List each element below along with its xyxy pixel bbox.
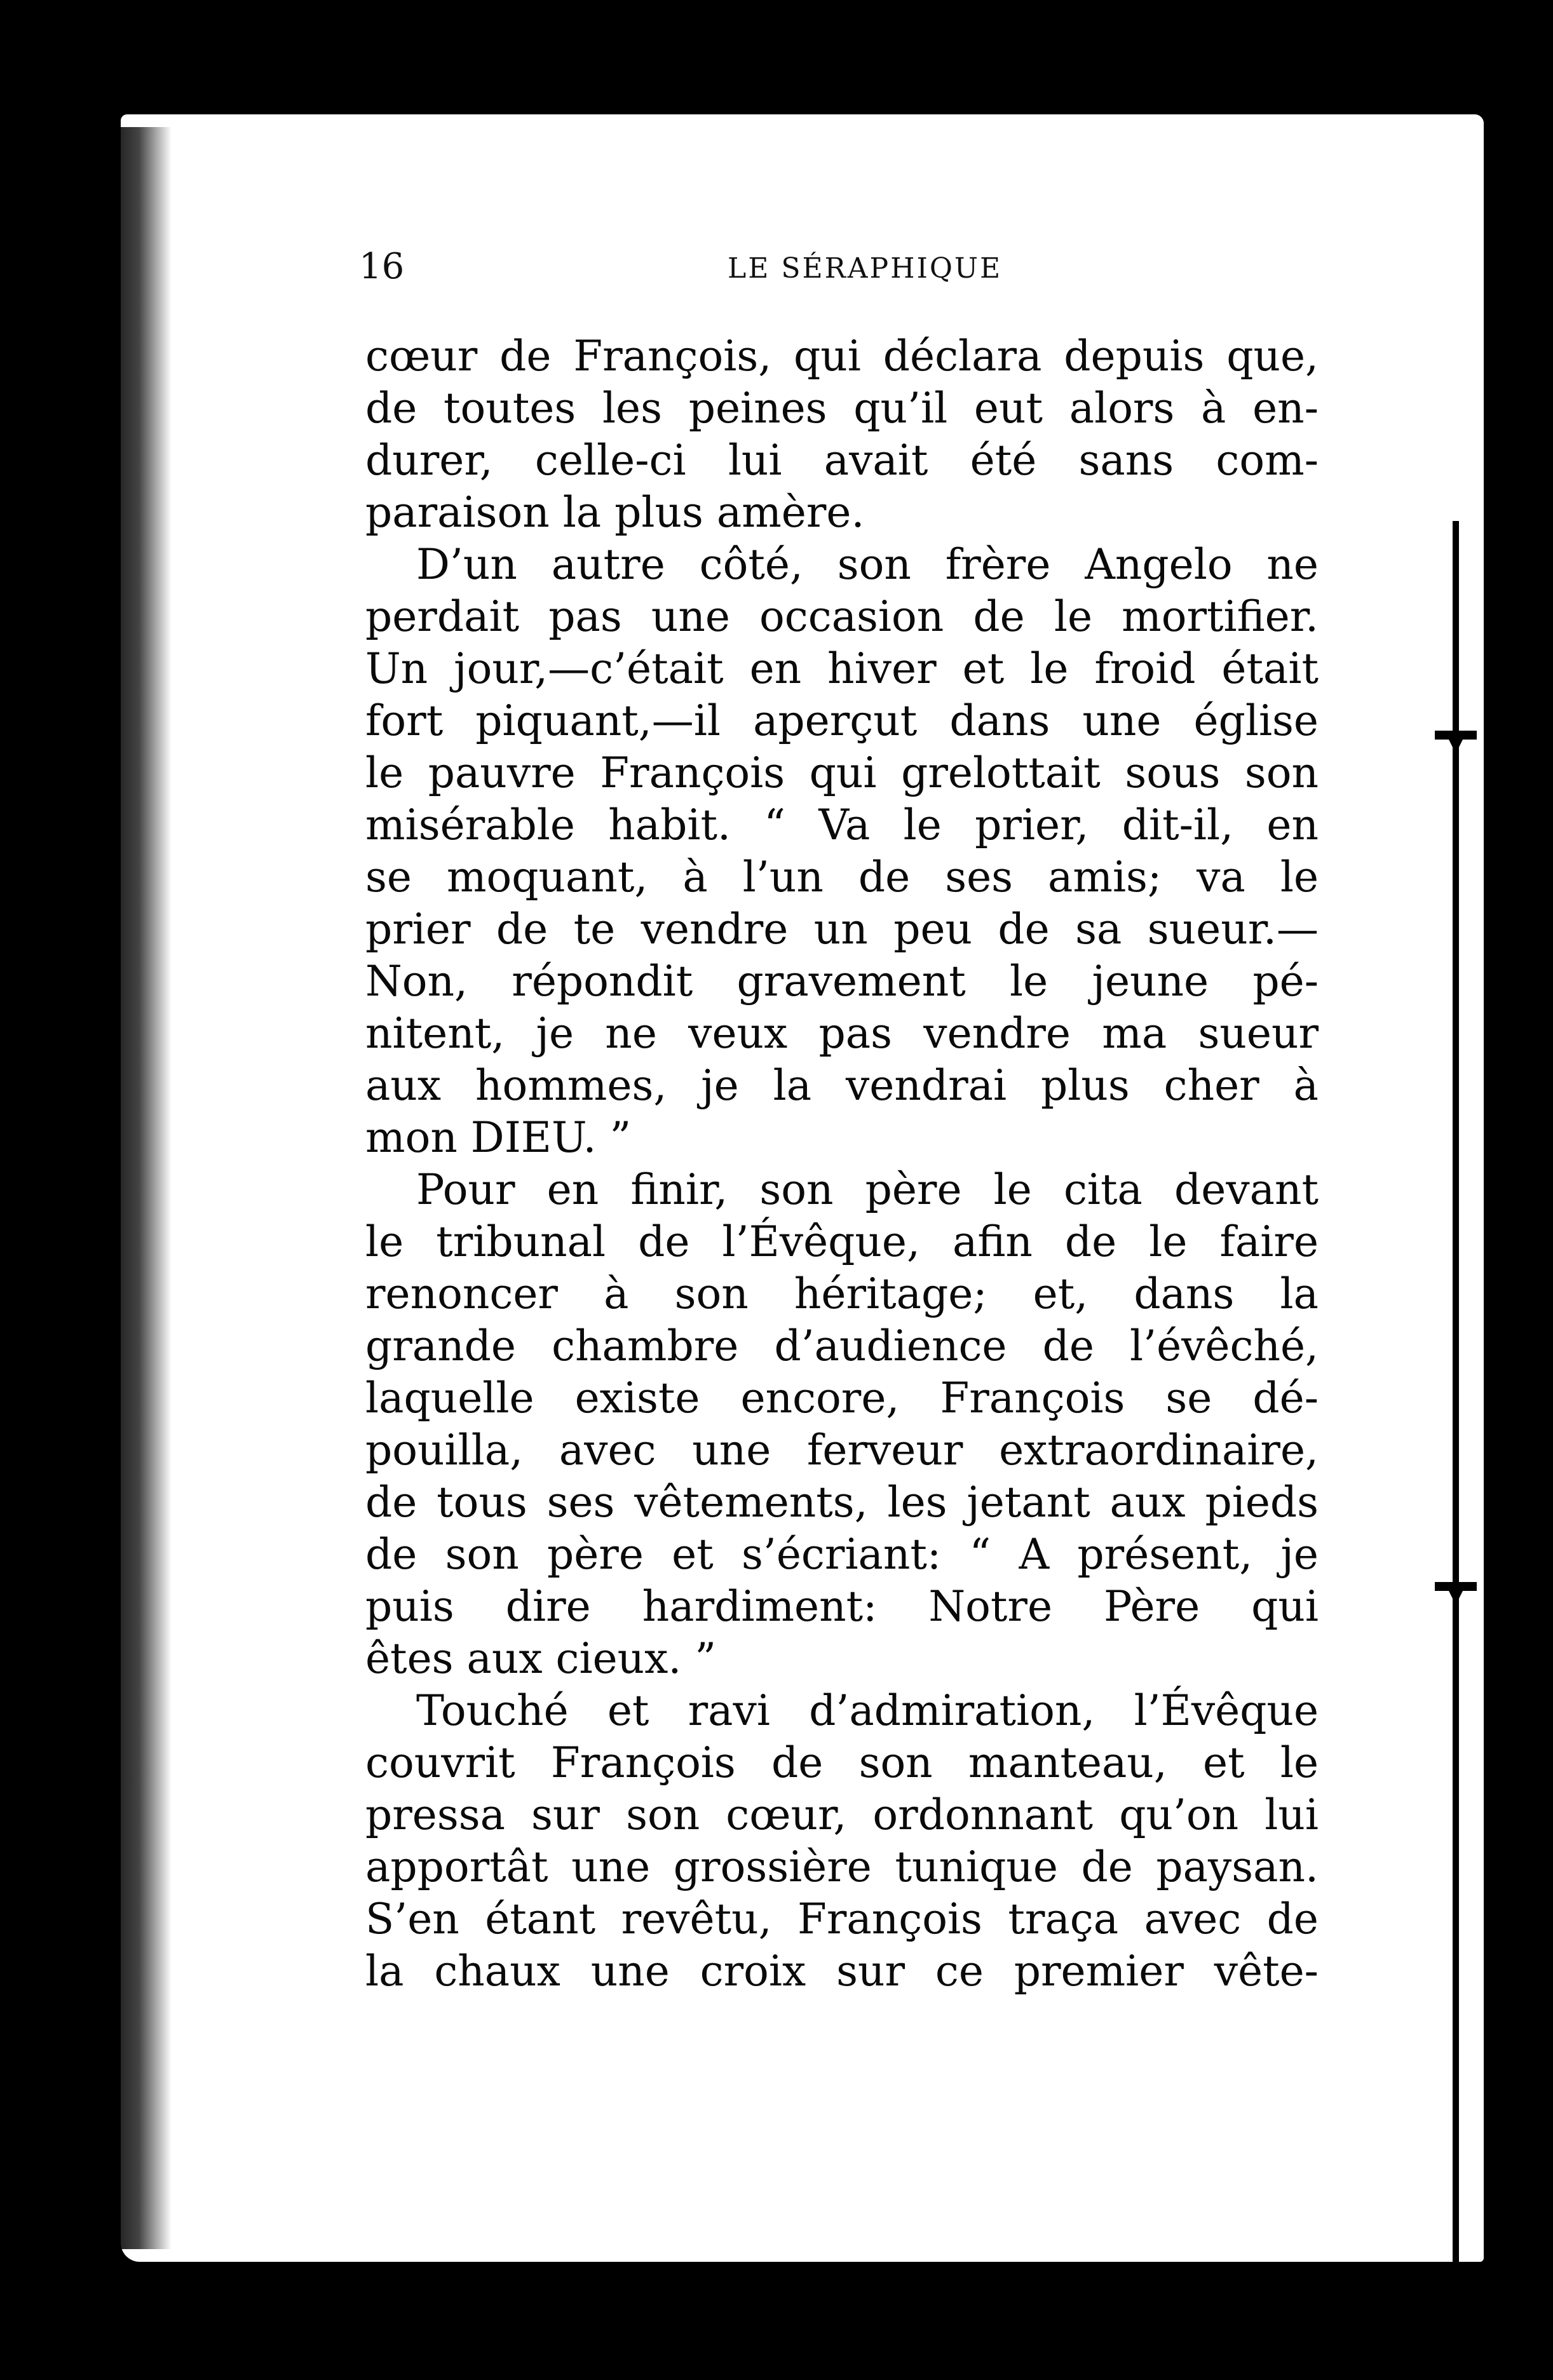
- text-line: grande chambre d’audience de l’évêché,: [365, 1322, 1319, 1370]
- text-line: de toutes les peines qu’il eut alors à en-: [365, 384, 1319, 433]
- text-line: paraison la plus amère.: [365, 488, 865, 537]
- page-number: 16: [359, 246, 405, 287]
- text-line: Un jour,—c’était en hiver et le froid était: [365, 644, 1319, 693]
- scan-edge-line: [1453, 521, 1459, 2363]
- body-text: [365, 330, 1319, 1998]
- edge-marker: [1435, 1582, 1477, 1591]
- text-line: le pauvre François qui grelottait sous son: [365, 748, 1319, 797]
- text-line: nitent, je ne veux pas vendre ma sueur: [365, 1009, 1319, 1058]
- text-line: Touché et ravi d’admiration, l’Évêque: [416, 1686, 1319, 1735]
- text-line: mon DIEU. ”: [365, 1113, 632, 1162]
- text-line: fort piquant,—il aperçut dans une église: [365, 696, 1319, 745]
- text-line: Pour en finir, son père le cita devant: [416, 1165, 1319, 1214]
- text-line: de tous ses vêtements, les jetant aux pieds: [365, 1478, 1319, 1527]
- text-line: laquelle existe encore, François se dé-: [365, 1374, 1319, 1423]
- text-line: misérable habit. “ Va le prier, dit-il, en: [365, 801, 1319, 849]
- text-line: durer, celle-ci lui avait été sans com-: [365, 436, 1319, 485]
- text-line: de son père et s’écriant: “ A présent, je: [365, 1530, 1319, 1579]
- text-line: pouilla, avec une ferveur extraordinaire,: [365, 1426, 1319, 1475]
- text-line: puis dire hardiment: Notre Père qui: [365, 1582, 1319, 1631]
- text-line: pressa sur son cœur, ordonnant qu’on lui: [365, 1790, 1319, 1839]
- text-line: aux hommes, je la vendrai plus cher à: [365, 1061, 1319, 1110]
- running-head: [359, 245, 1325, 289]
- binding-shadow: [121, 127, 172, 2249]
- text-line: couvrit François de son manteau, et le: [365, 1738, 1319, 1787]
- page-edge: [1484, 114, 1493, 2262]
- text-line: la chaux une croix sur ce premier vête-: [365, 1947, 1319, 1996]
- text-line: cœur de François, qui déclara depuis que,: [365, 332, 1319, 381]
- text-line: Non, répondit gravement le jeune pé-: [365, 957, 1319, 1006]
- edge-marker: [1435, 731, 1477, 740]
- text-line: apportât une grossière tunique de paysan.: [365, 1842, 1319, 1891]
- text-line: renoncer à son héritage; et, dans la: [365, 1269, 1319, 1318]
- running-title: LE SÉRAPHIQUE: [728, 252, 1003, 285]
- text-line: se moquant, à l’un de ses amis; va le: [365, 853, 1319, 902]
- text-line: perdait pas une occasion de le mortifier.: [365, 592, 1319, 641]
- text-line: le tribunal de l’Évêque, afin de le faire: [365, 1217, 1319, 1266]
- text-line: prier de te vendre un peu de sa sueur.—: [365, 905, 1319, 954]
- text-line: D’un autre côté, son frère Angelo ne: [416, 540, 1319, 589]
- text-line: S’en étant revêtu, François traça avec de: [365, 1895, 1319, 1944]
- text-line: êtes aux cieux. ”: [365, 1634, 717, 1683]
